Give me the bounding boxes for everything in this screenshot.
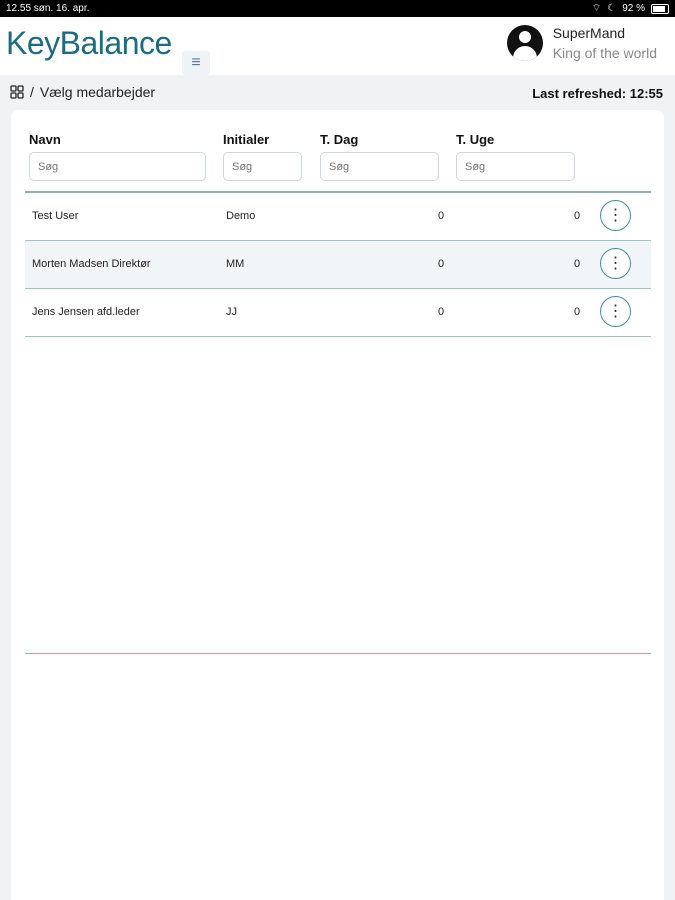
cell-name: Test User — [32, 210, 79, 222]
cell-week: 0 — [574, 258, 581, 270]
hamburger-icon: ≡ — [191, 54, 201, 71]
search-name-input[interactable] — [29, 152, 206, 181]
user-subtitle: King of the world — [552, 45, 657, 61]
search-day-input[interactable] — [320, 152, 439, 181]
cell-initials: MM — [226, 258, 245, 270]
cell-initials: Demo — [226, 210, 256, 222]
cell-name: Jens Jensen afd.leder — [32, 306, 140, 318]
column-header-day: T. Dag — [320, 132, 359, 147]
row-options-button[interactable] — [600, 248, 631, 279]
breadcrumb — [10, 84, 155, 100]
status-bar — [0, 0, 675, 17]
last-refreshed: Last refreshed: 12:55 — [532, 86, 663, 101]
cell-day: 0 — [438, 210, 445, 222]
table-row[interactable] — [25, 241, 651, 289]
employee-table-card — [11, 110, 664, 900]
cell-day: 0 — [438, 306, 445, 318]
breadcrumb-current: Vælg medarbejder — [39, 84, 156, 100]
column-header-initials: Initialer — [223, 132, 270, 147]
grid-home-icon[interactable] — [10, 85, 24, 99]
table-row[interactable] — [25, 193, 651, 241]
column-header-week: T. Uge — [456, 132, 495, 147]
cell-day: 0 — [438, 258, 445, 270]
search-initials-input[interactable] — [223, 152, 302, 181]
wifi-icon: ⌔ — [591, 3, 602, 14]
table-row[interactable] — [25, 289, 651, 337]
menu-toggle-button[interactable] — [182, 51, 210, 75]
more-vertical-icon: ⋮ — [607, 254, 624, 272]
more-vertical-icon: ⋮ — [607, 302, 624, 320]
moon-icon: ☾ — [607, 3, 617, 14]
search-week-input[interactable] — [456, 152, 575, 181]
battery-percent: 92 % — [622, 3, 645, 14]
cell-initials: JJ — [226, 306, 237, 318]
user-profile[interactable] — [507, 25, 657, 61]
status-time-date: 12.55 søn. 16. apr. — [6, 3, 90, 14]
row-options-button[interactable] — [600, 200, 631, 231]
app-logo[interactable]: KeyBalance — [6, 25, 172, 61]
cell-week: 0 — [574, 210, 581, 222]
row-options-button[interactable] — [600, 296, 631, 327]
battery-icon — [651, 4, 669, 14]
breadcrumb-separator: / — [30, 84, 34, 100]
cell-name: Morten Madsen Direktør — [32, 258, 151, 270]
table-footer-divider — [25, 653, 651, 654]
cell-week: 0 — [574, 306, 581, 318]
more-vertical-icon: ⋮ — [607, 206, 624, 224]
user-name: SuperMand — [552, 25, 626, 41]
avatar-icon — [507, 25, 543, 61]
column-header-name: Navn — [29, 132, 61, 147]
app-header — [0, 17, 675, 75]
